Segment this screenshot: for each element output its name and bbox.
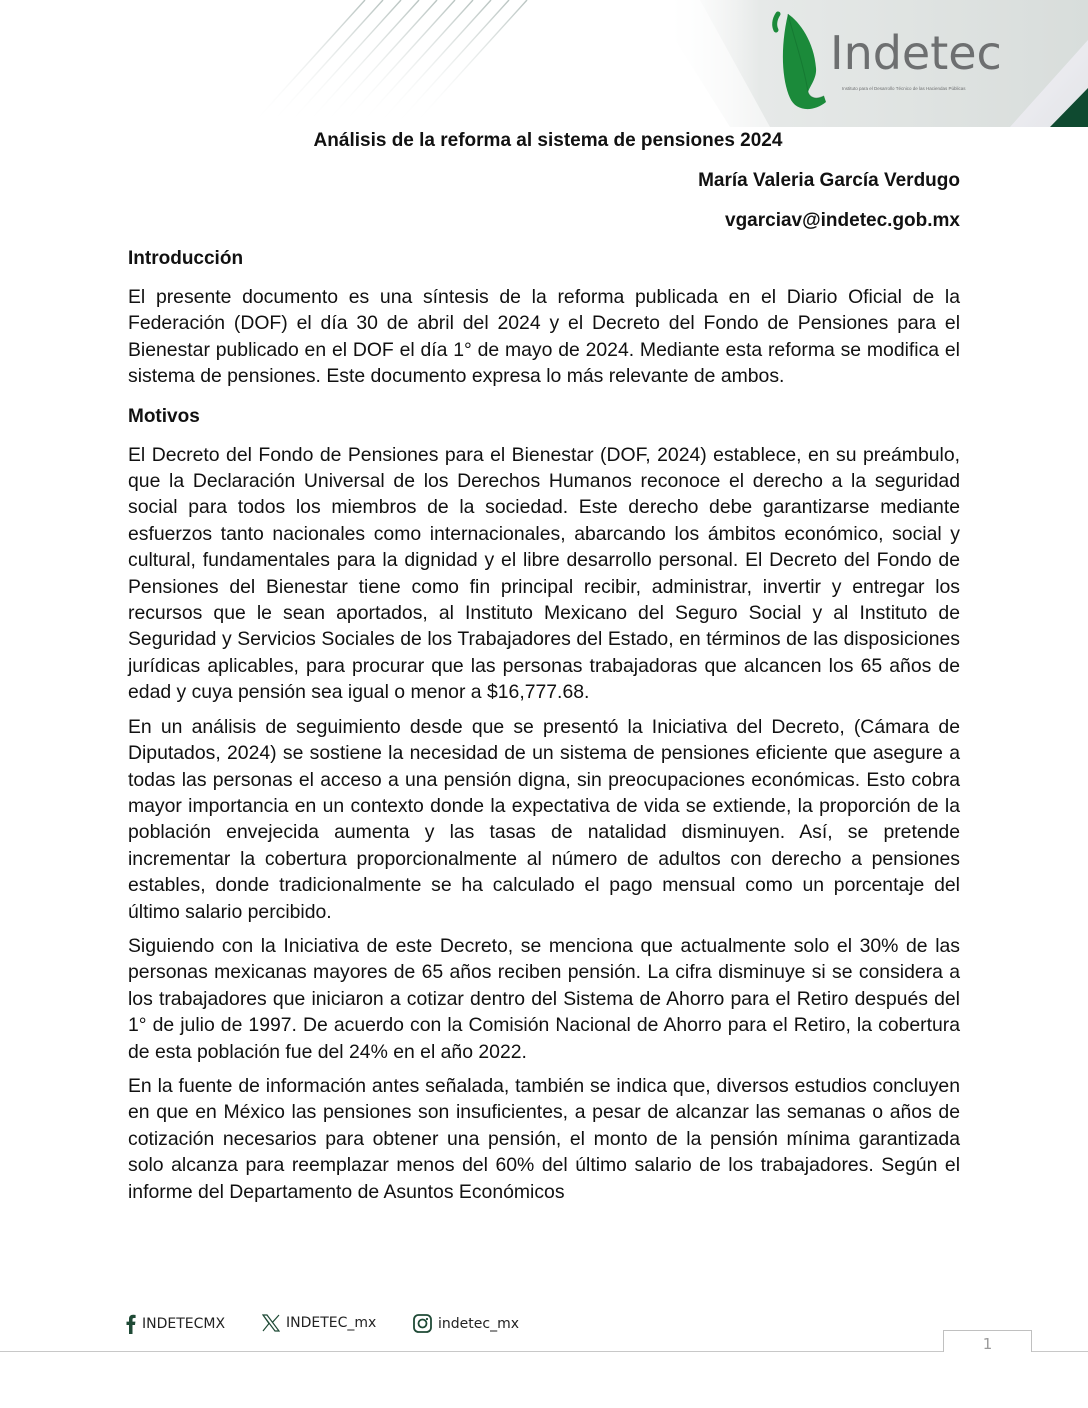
page-number: 1 [943, 1330, 1032, 1352]
instagram-handle: indetec_mx [438, 1315, 519, 1332]
page-footer [0, 1300, 1088, 1408]
social-facebook[interactable] [126, 1314, 225, 1334]
paragraph: El presente documento es una síntesis de la reforma publicada en el Diario Oficial de la Federación (DOF) el día 30 de abril del 2024 y el Decreto del Fondo de Pensiones para el Bienestar publicado en el DOF el día 1° de mayo de 2024. Mediante esta reforma se modifica el sistema de pensiones. Este documento expresa lo más relevante de ambos. [128, 286, 960, 388]
instagram-icon [413, 1314, 432, 1333]
facebook-icon [126, 1314, 136, 1334]
indetec-logo [770, 8, 1030, 118]
paragraph: En un análisis de seguimiento desde que se presentó la Iniciativa del Decreto, (Cámara de Diputados, 2024) se sostiene la necesidad de un sistema de pensiones eficiente que asegure a todas las personas el acceso a una pensión digna, sin preocupaciones económicas. Esto cobra mayor importancia en un contexto donde la expectativa de vida se extiende, la proporción de la población envejecida aumenta y las tasas de natalidad disminuyen. Así, se pretende incrementar la cobertura proporcionalmente al número de adultos con derecho a pensiones estables, donde tradicionalmente se ha calculado el pago mensual como un porcentaje del último salario percibido. [128, 715, 960, 923]
footer-divider-right [1030, 1351, 1088, 1352]
section-heading-introduccion: Introducción [128, 248, 244, 269]
paragraph: Siguiendo con la Iniciativa de este Decreto, se menciona que actualmente solo el 30% de las personas mexicanas mayores de 65 años reciben pensión. La cifra disminuye si se considera a los trabajadores que iniciaron a cotizar dentro del Sistema de Ahorro para el Retiro después del 1° de julio de 1997. De acuerdo con la Comisión Nacional de Ahorro para el Retiro, la cobertura de esta población fue del 24% en el año 2022. [128, 934, 960, 1063]
author-email[interactable]: vgarciav@indetec.gob.mx [725, 210, 960, 231]
paragraph: En la fuente de información antes señalada, también se indica que, diversos estudios concluyen en que en México las pensiones son insuficientes, a pesar de alcanzar las semanas o años de cotización necesarios para obtener una pensión, el monto de la pensión mínima garantizada solo alcanza para reemplazar menos del 60% del último salario de los trabajadores. Según el informe del Departamento de Asuntos Económicos [128, 1074, 960, 1203]
page-header [0, 0, 1088, 127]
document-title: Análisis de la reforma al sistema de pensiones 2024 [313, 130, 783, 151]
paragraph: El Decreto del Fondo de Pensiones para el Bienestar (DOF, 2024) establece, en su preámbulo, que la Declaración Universal de los Derechos Humanos reconoce el derecho a la seguridad social para todos los miembros de la sociedad. Este derecho debe garantizarse mediante esfuerzos tanto nacionales como internacionales, abarcando los ámbitos económico, social y cultural, fundamentales para la dignidad y el libre desarrollo personal. El Decreto del Fondo de Pensiones del Bienestar tiene como fin principal recibir, administrar, invertir y entregar los recursos que le sean aportados, al Instituto Mexicano del Seguro Social y al Instituto de Seguridad y Servicios Sociales de los Trabajadores del Estado, en términos de las disposiciones jurídicas aplicables, para procurar que las personas trabajadoras que alcancen los 65 años de edad y cuya pensión sea igual o menor a $16,777.68. [128, 443, 960, 704]
document-author: María Valeria García Verdugo [698, 170, 960, 191]
x-handle: INDETEC_mx [286, 1315, 377, 1331]
facebook-handle: INDETECMX [142, 1316, 226, 1332]
footer-divider [0, 1351, 944, 1352]
social-instagram[interactable] [413, 1314, 519, 1333]
document-body [128, 128, 960, 1205]
logo-subtitle: Instituto para el Desarrollo Técnico de las Haciendas Públicas [842, 86, 966, 91]
x-twitter-icon [262, 1314, 280, 1332]
social-x[interactable] [262, 1314, 376, 1332]
section-heading-motivos: Motivos [128, 405, 200, 427]
logo-wordmark: Indetec [830, 26, 1002, 80]
